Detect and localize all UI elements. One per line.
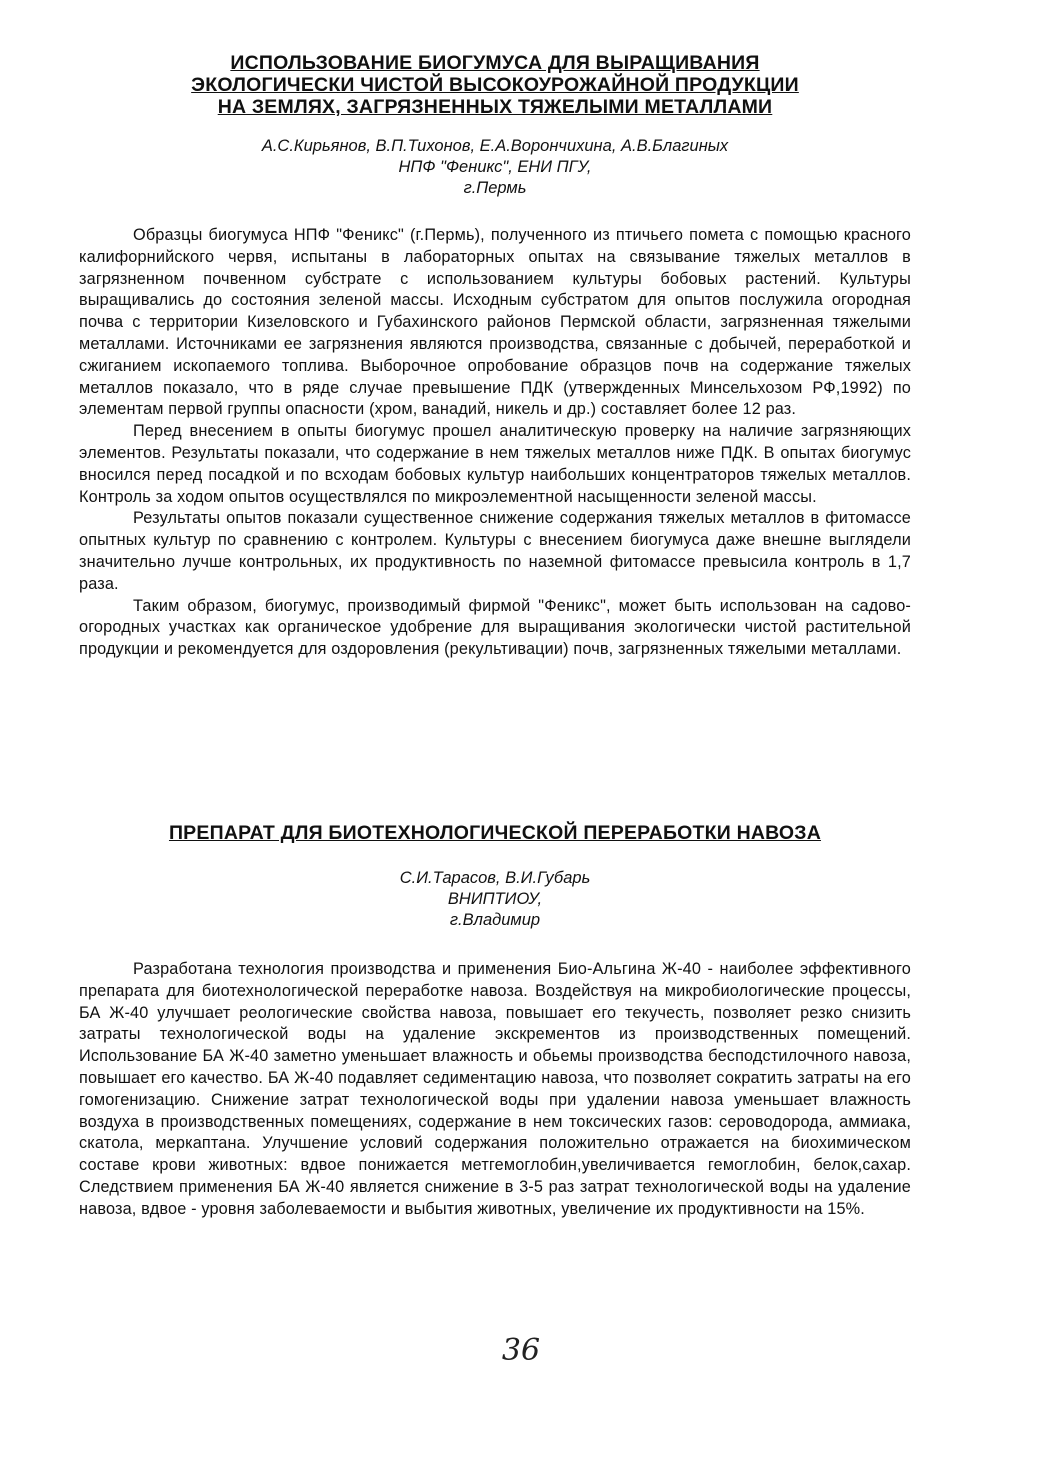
article-title [79, 52, 911, 118]
paragraph: Таким образом, биогумус, производимый фирмой "Феникс", может быть использован на садово-огородных участках как органическое удобрение для выращивания экологически чистой растительной продукции и рекомендуется для оздоровления (рекультивации) почв, загрязненных тяжелыми металлами. [79, 596, 911, 659]
author-names: С.И.Тарасов, В.И.Губарь [399, 869, 591, 887]
author-organization: ВНИПТИОУ, [447, 890, 543, 908]
title-line: ЭКОЛОГИЧЕСКИ ЧИСТОЙ ВЫСОКОУРОЖАЙНОЙ ПРОДУКЦИИ [191, 74, 799, 96]
author-organization: НПФ "Феникс", ЕНИ ПГУ, [398, 158, 592, 176]
title-line: НА ЗЕМЛЯХ, ЗАГРЯЗНЕННЫХ ТЯЖЕЛЫМИ МЕТАЛЛАМИ [217, 96, 773, 118]
title-line: ИСПОЛЬЗОВАНИЕ БИОГУМУСА ДЛЯ ВЫРАЩИВАНИЯ [230, 52, 760, 74]
article-body [79, 959, 911, 1221]
paragraph: Результаты опытов показали существенное снижение содержания тяжелых металлов в фитомассе опытных культур по сравнению с контролем. Культуры с внесением биогумуса даже внешне выглядели значительно лучше контрольных, их продуктивность по наземной фитомассе превысила контроль в 1,7 раза. [79, 509, 911, 593]
paragraph: Образцы биогумуса НПФ "Феникс" (г.Пермь), полученного из птичьего помета с помощью красного калифорнийского червя, испытаны в лабораторных опытах на связывание тяжелых металлов в загрязненном почвенном субстрате с использованием культуры бобовых растений. Культуры выращивались до состояния зеленой массы. Исходным субстратом для опытов послужила огородная почва с территории Кизеловского и Губахинского районов Пермской области, загрязненная тяжелыми металлами. Источниками ее загрязнения являются производства, связанные с добычей, переработкой и сжиганием ископаемого топлива. Выборочное опробование образцов почв на содержание тяжелых металлов показало, что в ряде случае превышение ПДК (утвержденных Минсельхозом РФ,1992) по элементам первой группы опасности (хром, ванадий, никель и др.) составляет более 12 раз. [79, 226, 911, 419]
article-body [79, 225, 911, 661]
author-names: А.С.Кирьянов, В.П.Тихонов, Е.А.Ворончихина, А.В.Благиных [261, 137, 729, 155]
article-manure-preparation [79, 822, 911, 1221]
article-title [79, 822, 911, 844]
paragraph: Перед внесением в опыты биогумус прошел аналитическую проверку на наличие загрязняющих элементов. Результаты показали, что содержание в нем тяжелых металлов ниже ПДК. В опытах биогумус вносился перед посадкой и по всходам бобовых культур наибольших концентраторов тяжелых металлов. Контроль за ходом опытов осуществлялся по микроэлементной насыщенности зеленой массы. [79, 422, 911, 506]
author-city: г.Владимир [449, 911, 541, 929]
author-city: г.Пермь [463, 179, 527, 197]
paragraph: Разработана технология производства и применения Био-Альгина Ж-40 - наиболее эффективного препарата для биотехнологической переработке навоза. Воздействуя на микробиологические процессы, БА Ж-40 улучшает реологические свойства навоза, повышает его текучесть, позволяет резко снизить затраты технологической воды на удаление экскрементов из производственных помещений. Использование БА Ж-40 заметно уменьшает влажность и обьемы производства бесподстилочного навоза, повышает его качество. БА Ж-40 подавляет седиментацию навоза, что позволяет сократить затраты на его гомогенизацию. Снижение затрат технологической воды при удалении навоза уменьшает влажность воздуха в производственных помещениях, содержание в нем токсических газов: сероводорода, аммиака, скатола, меркаптана. Улучшение условий содержания положительно отражается на биохимическом составе крови животных: вдвое понижается метгемоглобин,увеличивается гемоглобин, белок,сахар. Следствием применения БА Ж-40 является снижение в 3-5 раз затрат технологической воды на удаление навоза, вдвое - уровня заболеваемости и выбытия животных, увеличение их продуктивности на 15%. [79, 960, 911, 1218]
author-block [79, 136, 911, 199]
author-block [79, 868, 911, 931]
article-biohumus [79, 52, 911, 661]
title-line: ПРЕПАРАТ ДЛЯ БИОТЕХНОЛОГИЧЕСКОЙ ПЕРЕРАБОТКИ НАВОЗА [168, 822, 822, 844]
page-number: 36 [501, 1333, 541, 1368]
